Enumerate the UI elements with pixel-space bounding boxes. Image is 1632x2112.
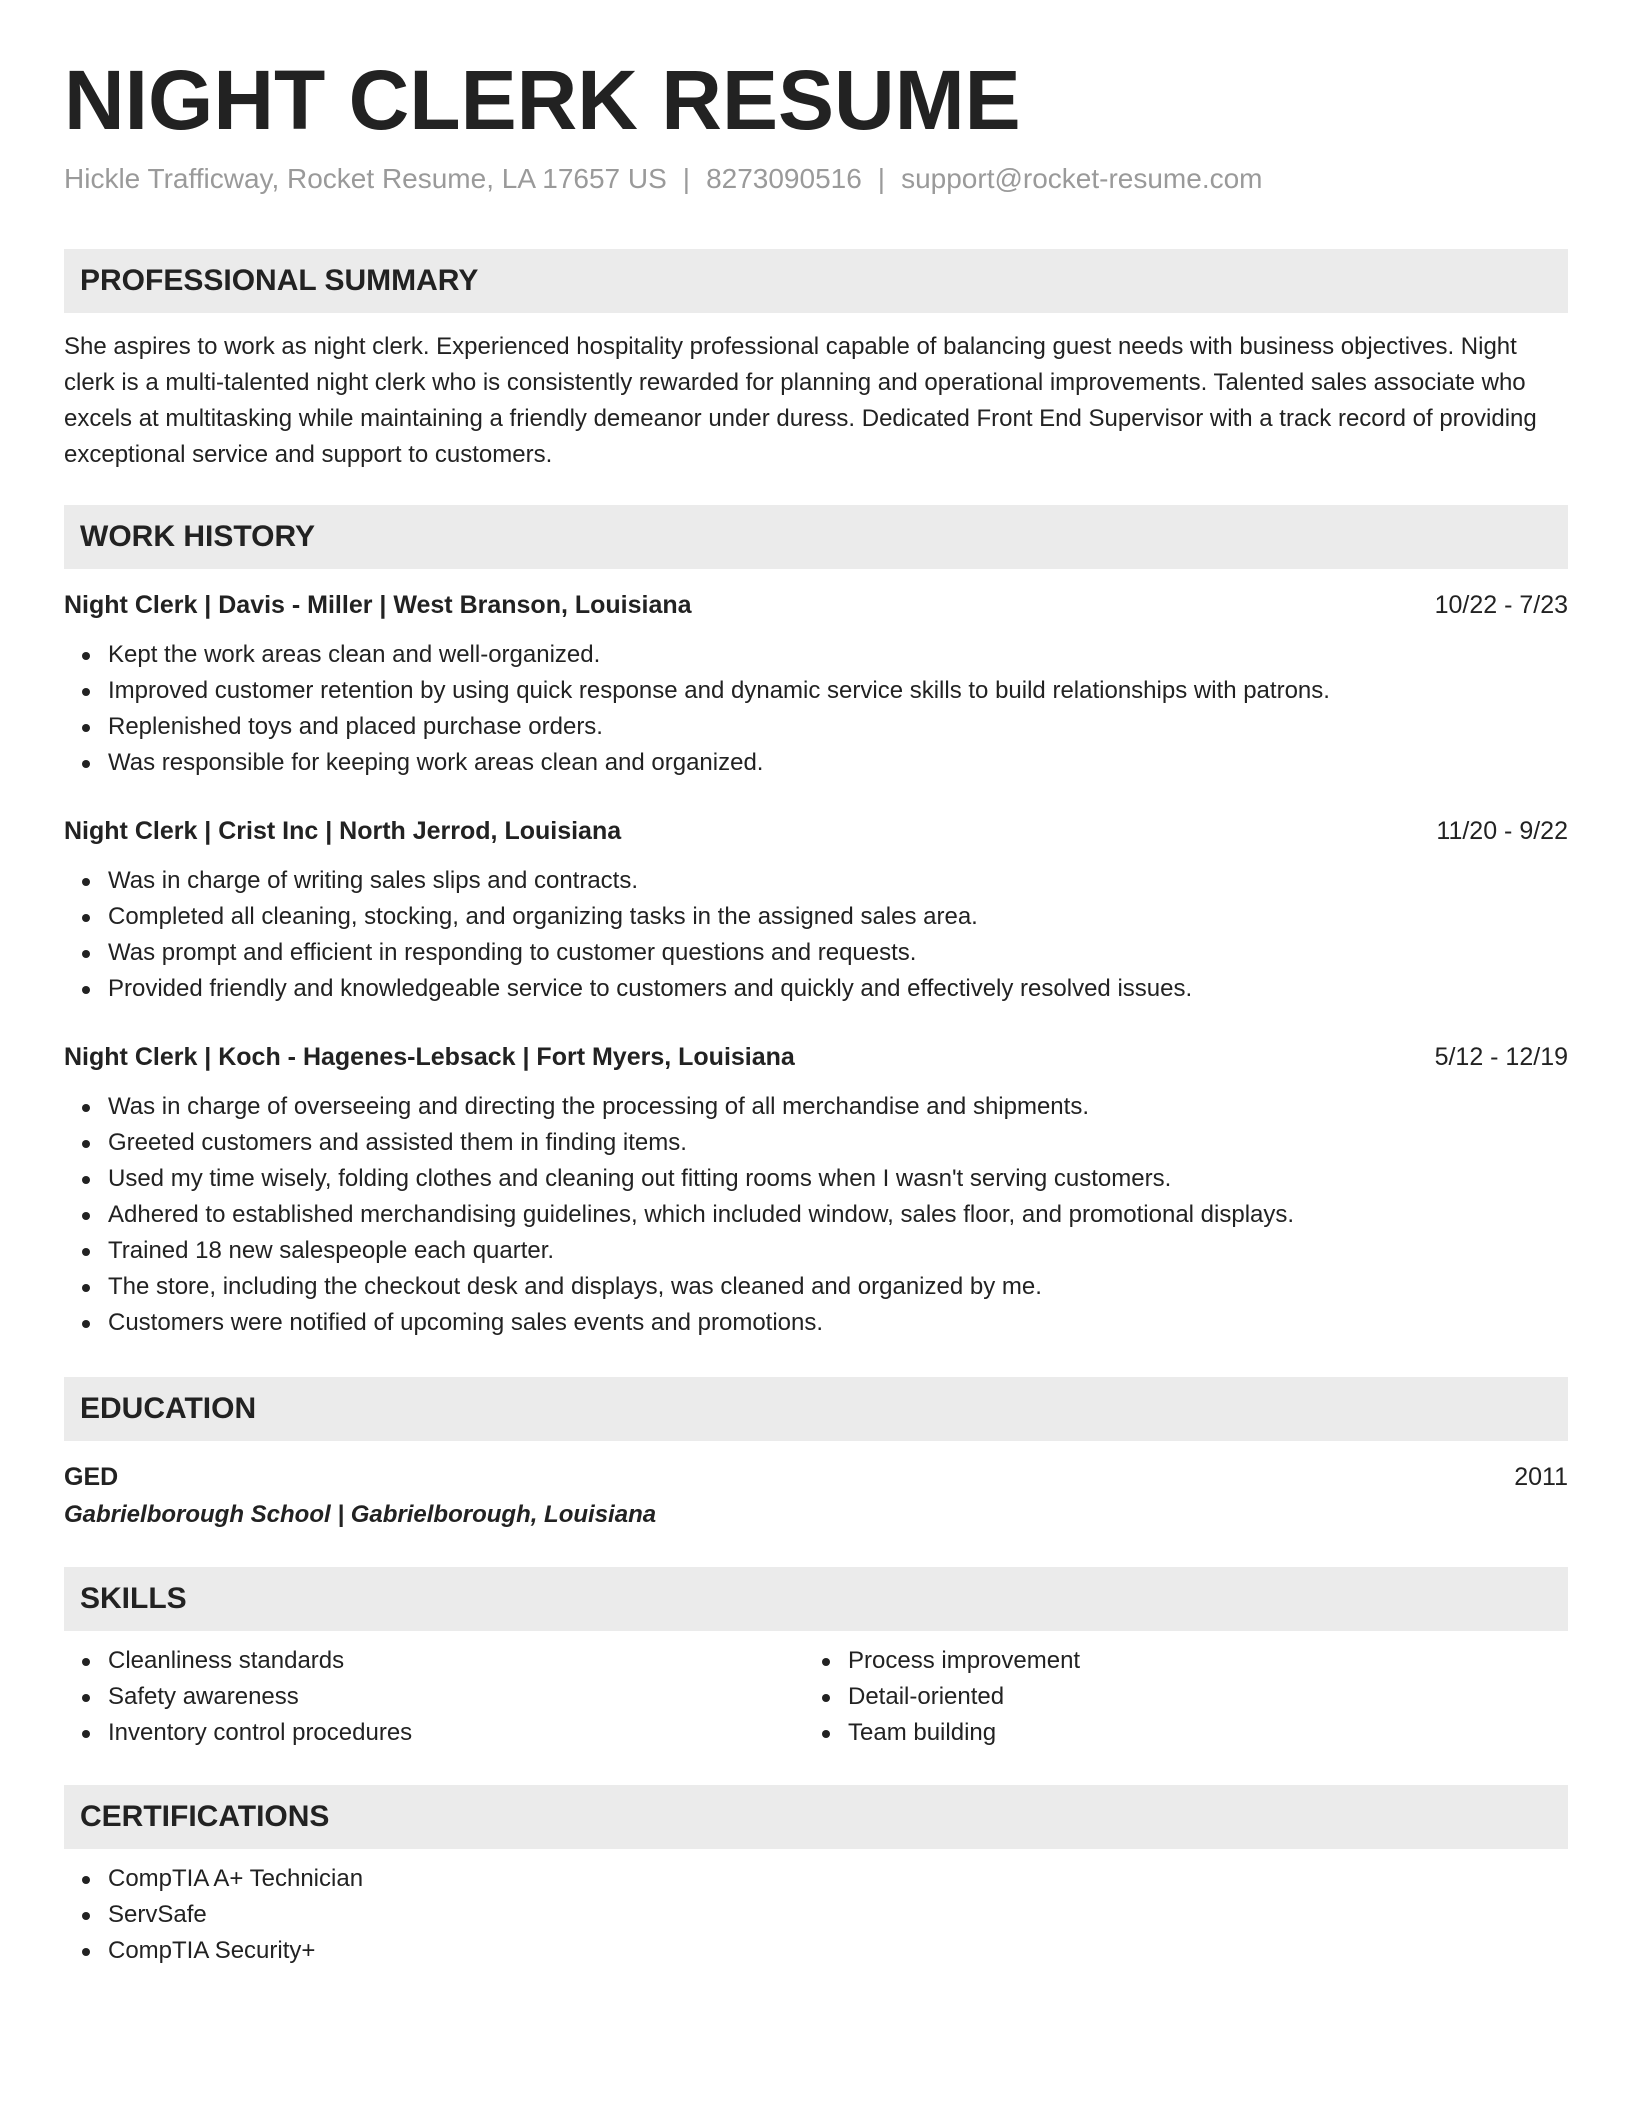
job-dates: 10/22 - 7/23 xyxy=(1434,590,1568,619)
contact-separator: | xyxy=(682,162,691,194)
section-header-skills: SKILLS xyxy=(64,1567,1568,1631)
skills-list xyxy=(64,1643,1568,1751)
list-item: Detail-oriented xyxy=(848,1679,1544,1715)
list-item: CompTIA Security+ xyxy=(108,1933,1568,1969)
list-item: ServSafe xyxy=(108,1897,1568,1933)
list-item: Improved customer retention by using quick response and dynamic service skills to build relationships with patrons. xyxy=(108,673,1568,709)
list-item: Was responsible for keeping work areas clean and organized. xyxy=(108,745,1568,781)
job-dates: 5/12 - 12/19 xyxy=(1434,1042,1568,1071)
list-item: Used my time wisely, folding clothes and cleaning out fitting rooms when I wasn't serving customers. xyxy=(108,1161,1568,1197)
skills-column-left xyxy=(64,1643,804,1751)
education-header xyxy=(64,1459,1568,1495)
job-entry xyxy=(64,813,1568,1007)
education-degree: GED xyxy=(64,1462,119,1491)
skills-items-right xyxy=(804,1643,1544,1751)
summary-text: She aspires to work as night clerk. Experienced hospitality professional capable of balancing guest needs with business objectives. Night clerk is a multi-talented night clerk who is consistently rewarded for planning and operational improvements. Talented sales associate who excels at multitasking while maintaining a friendly demeanor under duress. Dedicated Front End Supervisor with a track record of providing exceptional service and support to customers. xyxy=(64,332,1537,468)
list-item: Team building xyxy=(848,1715,1544,1751)
list-item: Kept the work areas clean and well-organized. xyxy=(108,637,1568,673)
resume-title: NIGHT CLERK RESUME xyxy=(64,53,1021,147)
job-duties xyxy=(64,1089,1568,1341)
job-duties xyxy=(64,637,1568,781)
contact-phone: 8273090516 xyxy=(706,162,862,194)
list-item: Provided friendly and knowledgeable service to customers and quickly and effectively resolved issues. xyxy=(108,971,1568,1007)
job-entry xyxy=(64,1039,1568,1341)
education-entry xyxy=(64,1459,1568,1535)
list-item: Process improvement xyxy=(848,1643,1544,1679)
section-header-education: EDUCATION xyxy=(64,1377,1568,1441)
list-item: Was prompt and efficient in responding to customer questions and requests. xyxy=(108,935,1568,971)
section-header-certifications: CERTIFICATIONS xyxy=(64,1785,1568,1849)
skills-column-right xyxy=(804,1643,1544,1751)
section-header-work-history: WORK HISTORY xyxy=(64,505,1568,569)
job-entry xyxy=(64,587,1568,781)
list-item: Greeted customers and assisted them in finding items. xyxy=(108,1125,1568,1161)
job-title: Night Clerk | Davis - Miller | West Branson, Louisiana xyxy=(64,590,692,619)
list-item: Inventory control procedures xyxy=(108,1715,804,1751)
contact-line xyxy=(64,161,1568,197)
contact-email: support@rocket-resume.com xyxy=(901,162,1263,194)
skills-items-left xyxy=(64,1643,804,1751)
job-title: Night Clerk | Koch - Hagenes-Lebsack | Fort Myers, Louisiana xyxy=(64,1042,795,1071)
education-school: Gabrielborough School | Gabrielborough, Louisiana xyxy=(64,1500,657,1528)
list-item: Trained 18 new salespeople each quarter. xyxy=(108,1233,1568,1269)
job-header xyxy=(64,587,1568,623)
list-item: Was in charge of overseeing and directing the processing of all merchandise and shipments. xyxy=(108,1089,1568,1125)
list-item: Replenished toys and placed purchase orders. xyxy=(108,709,1568,745)
certifications-items xyxy=(64,1861,1568,1969)
certifications-list xyxy=(64,1861,1568,1969)
education-year: 2011 xyxy=(1514,1462,1568,1491)
list-item: Safety awareness xyxy=(108,1679,804,1715)
list-item: Completed all cleaning, stocking, and organizing tasks in the assigned sales area. xyxy=(108,899,1568,935)
contact-address: Hickle Trafficway, Rocket Resume, LA 17657 US xyxy=(64,162,667,194)
list-item: Cleanliness standards xyxy=(108,1643,804,1679)
job-header xyxy=(64,813,1568,849)
contact-separator: | xyxy=(877,162,886,194)
list-item: The store, including the checkout desk and displays, was cleaned and organized by me. xyxy=(108,1269,1568,1305)
job-title: Night Clerk | Crist Inc | North Jerrod, Louisiana xyxy=(64,816,622,845)
job-dates: 11/20 - 9/22 xyxy=(1436,816,1568,845)
section-header-summary: PROFESSIONAL SUMMARY xyxy=(64,249,1568,313)
job-duties xyxy=(64,863,1568,1007)
list-item: Customers were notified of upcoming sales events and promotions. xyxy=(108,1305,1568,1341)
list-item: Adhered to established merchandising guidelines, which included window, sales floor, and promotional displays. xyxy=(108,1197,1568,1233)
list-item: Was in charge of writing sales slips and contracts. xyxy=(108,863,1568,899)
list-item: CompTIA A+ Technician xyxy=(108,1861,1568,1897)
job-header xyxy=(64,1039,1568,1075)
